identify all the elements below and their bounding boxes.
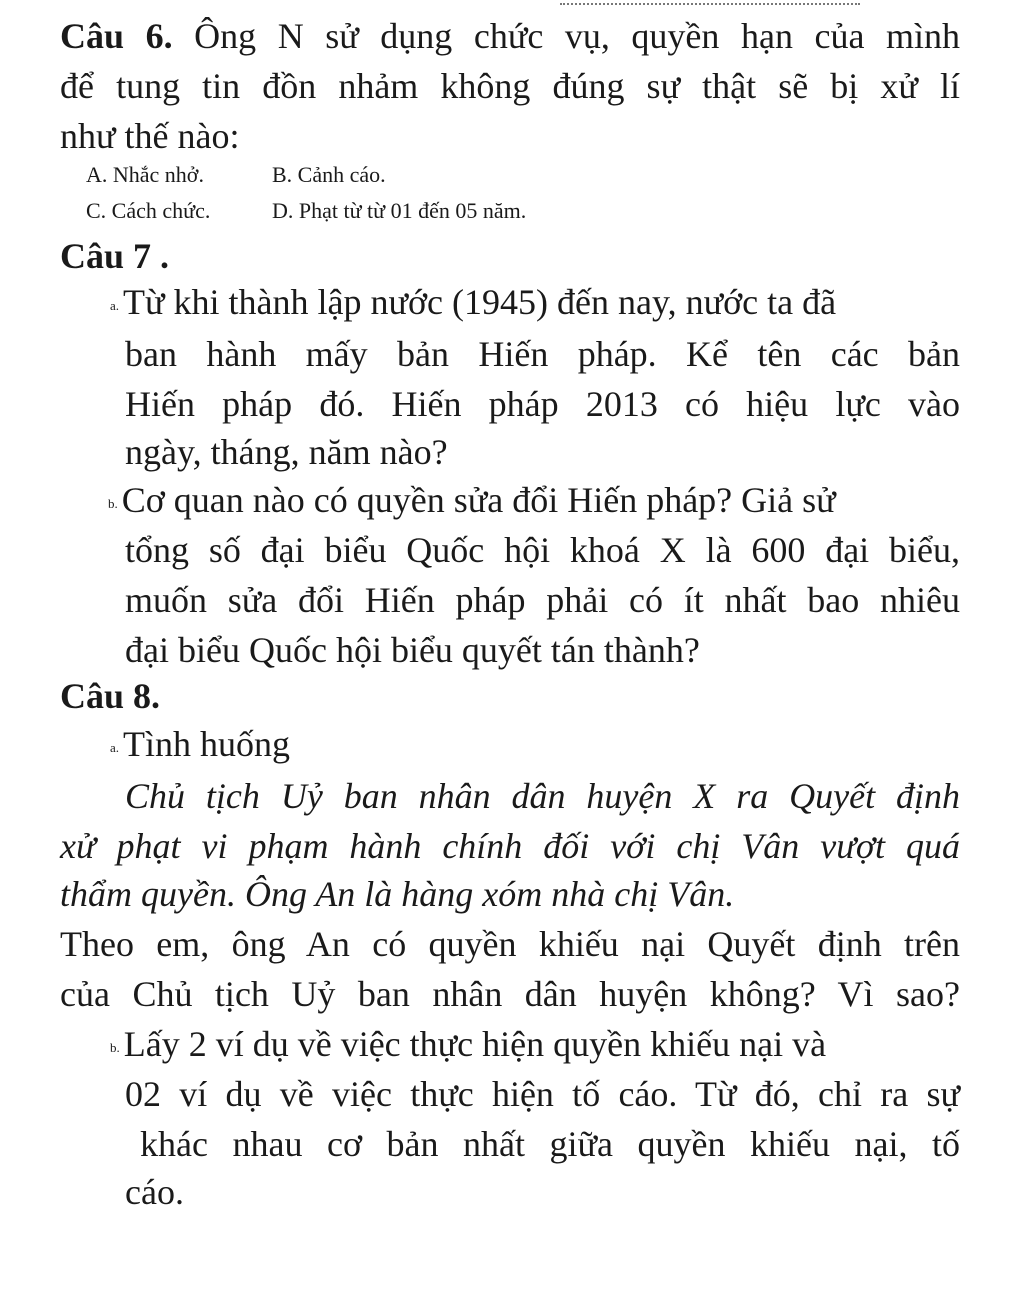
cropped-top-text-remnant [560, 0, 860, 5]
q8-label: Câu 8. [60, 676, 161, 716]
q6-stem-line-3: như thế nào: [60, 116, 240, 156]
q6-option-c: C. Cách chức. [86, 198, 211, 223]
q6-option-d: D. Phạt từ từ 01 đến 05 năm. [272, 198, 527, 223]
q8-b-line-4: cáo. [125, 1172, 184, 1212]
q8-a-marker: a. [110, 740, 120, 755]
q7-a-line-2: ban hành mấy bản Hiến pháp. Kể tên các bản [125, 334, 960, 374]
q6-label: Câu 6. [60, 16, 173, 56]
q8-b-text-1: Lấy 2 ví dụ về việc thực hiện quyền khiếu nại và [123, 1024, 827, 1064]
q8-a-title: Tình huống [123, 724, 291, 764]
q8-situation-line-3: thẩm quyền. Ông An là hàng xóm nhà chị Vân. [60, 874, 735, 914]
q8-question-line-2: của Chủ tịch Uỷ ban nhân dân huyện không? Vì sao? [60, 974, 960, 1014]
q7-b-text-1: Cơ quan nào có quyền sửa đổi Hiến pháp? Giả sử [121, 480, 836, 520]
q8-situation-line-1: Chủ tịch Uỷ ban nhân dân huyện X ra Quyết định [125, 776, 960, 816]
q7-b-line-2: tổng số đại biểu Quốc hội khoá X là 600 đại biểu, [125, 530, 960, 570]
q8-b-line-3: khác nhau cơ bản nhất giữa quyền khiếu nại, tố [140, 1124, 960, 1164]
q7-label: Câu 7 . [60, 236, 170, 276]
q7-b-line-3: muốn sửa đổi Hiến pháp phải có ít nhất bao nhiêu [125, 580, 960, 620]
q7-b-line-4: đại biểu Quốc hội biểu quyết tán thành? [125, 630, 700, 670]
q6-option-a: A. Nhắc nhở. [86, 162, 204, 187]
q6-stem-text-1: Ông N sử dụng chức vụ, quyền hạn của mình [194, 16, 961, 56]
q7-b-marker: b. [108, 496, 118, 511]
q7-a-line-3: Hiến pháp đó. Hiến pháp 2013 có hiệu lực vào [125, 384, 960, 424]
q7-a-line-4: ngày, tháng, năm nào? [125, 432, 448, 472]
q7-a-line-1 [110, 280, 836, 328]
q6-option-b: B. Cảnh cáo. [272, 162, 386, 187]
q8-b-line-2: 02 ví dụ về việc thực hiện tố cáo. Từ đó, chỉ ra sự [125, 1074, 960, 1114]
q6-stem-line-2: để tung tin đồn nhảm không đúng sự thật sẽ bị xử lí [60, 66, 960, 106]
q6-stem-line-1 [60, 14, 960, 58]
q7-a-text-1: Từ khi thành lập nước (1945) đến nay, nước ta đã [123, 282, 837, 322]
q8-b-line-1 [110, 1022, 826, 1070]
q7-a-marker: a. [110, 298, 120, 313]
q8-situation-line-2: xử phạt vi phạm hành chính đối với chị Vân vượt quá [60, 826, 960, 866]
q8-a-title-line [110, 722, 290, 770]
q8-b-marker: b. [110, 1040, 120, 1055]
q7-b-line-1 [108, 478, 836, 526]
q8-question-line-1: Theo em, ông An có quyền khiếu nại Quyết định trên [60, 924, 960, 964]
